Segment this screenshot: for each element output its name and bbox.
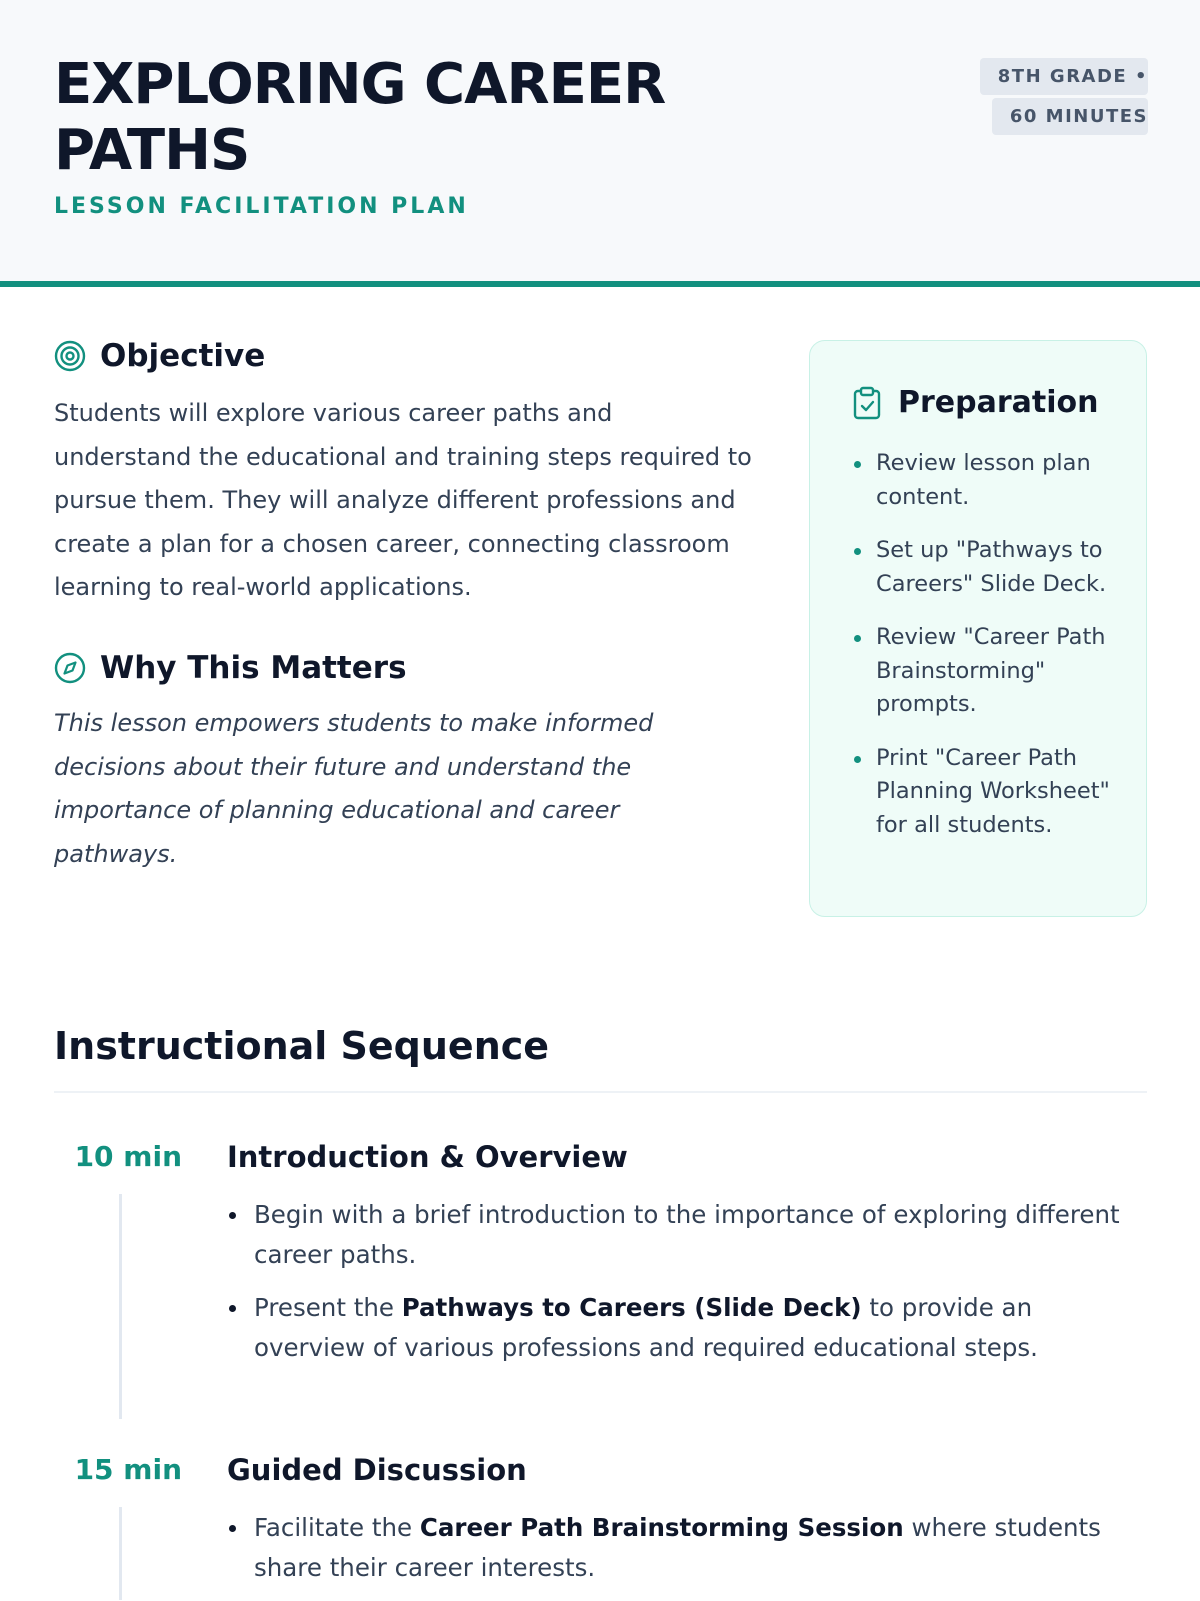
target-icon: [54, 340, 86, 372]
preparation-item: Print "Career Path Planning Worksheet" for all students.: [852, 742, 1122, 843]
grade-duration-text: 8TH GRADE • 60 MINUTES: [980, 58, 1148, 135]
page-subtitle: LESSON FACILITATION PLAN: [54, 194, 469, 219]
preparation-list: [852, 447, 1122, 862]
step-bullets: [227, 1508, 1147, 1601]
bullet-text: where students share their career interests.: [254, 1513, 1101, 1582]
preparation-item: Review lesson plan content.: [852, 447, 1122, 514]
grade-duration-badge: [948, 57, 1148, 137]
bullet-text: to provide an overview of various professions and required educational steps.: [254, 1293, 1038, 1362]
preparation-card: [809, 340, 1147, 917]
compass-icon: [54, 652, 86, 684]
step-title: Guided Discussion: [227, 1453, 527, 1487]
timeline-line: [119, 1194, 122, 1419]
bullet-text: Facilitate the: [254, 1513, 420, 1542]
step-bullet: [227, 1288, 1147, 1368]
bullet-text: Begin with a brief introduction to the importance of exploring different career paths.: [254, 1200, 1120, 1269]
preparation-item: Review "Career Path Brainstorming" prompts.: [852, 621, 1122, 722]
bullet-text: Present the: [254, 1293, 402, 1322]
preparation-header: [852, 385, 1098, 420]
objective-header: [54, 338, 265, 374]
why-header: [54, 650, 407, 686]
bullet-bold-text: Pathways to Careers (Slide Deck): [401, 1293, 862, 1322]
bullet-bold-text: Career Path Brainstorming Session: [419, 1513, 904, 1542]
page-title: EXPLORING CAREER PATHS: [54, 52, 666, 183]
preparation-heading: Preparation: [898, 385, 1099, 420]
timeline-line: [119, 1507, 122, 1600]
clipboard-check-icon: [852, 386, 882, 420]
why-text: This lesson empowers students to make informed decisions about their future and understand the importance of planning educational and career pathways.: [54, 709, 654, 868]
why-heading: Why This Matters: [100, 650, 407, 686]
step-title: Introduction & Overview: [227, 1140, 628, 1174]
sequence-title: Instructional Sequence: [54, 1024, 550, 1068]
step-bullet: [227, 1195, 1147, 1275]
step-bullets: [227, 1195, 1147, 1381]
objective-heading: Objective: [100, 338, 266, 374]
step-bullet: [227, 1508, 1147, 1588]
objective-text: Students will explore various career paths and understand the educational and training steps required to pursue them. They will analyze different professions and create a plan for a chosen career, connecting classroom learning to real-world applications.: [54, 399, 752, 601]
page-header: [0, 0, 1200, 287]
step-time: 10 min: [74, 1140, 182, 1173]
preparation-item: Set up "Pathways to Careers" Slide Deck.: [852, 534, 1122, 601]
step-time: 15 min: [74, 1453, 182, 1486]
divider: [54, 1091, 1147, 1093]
